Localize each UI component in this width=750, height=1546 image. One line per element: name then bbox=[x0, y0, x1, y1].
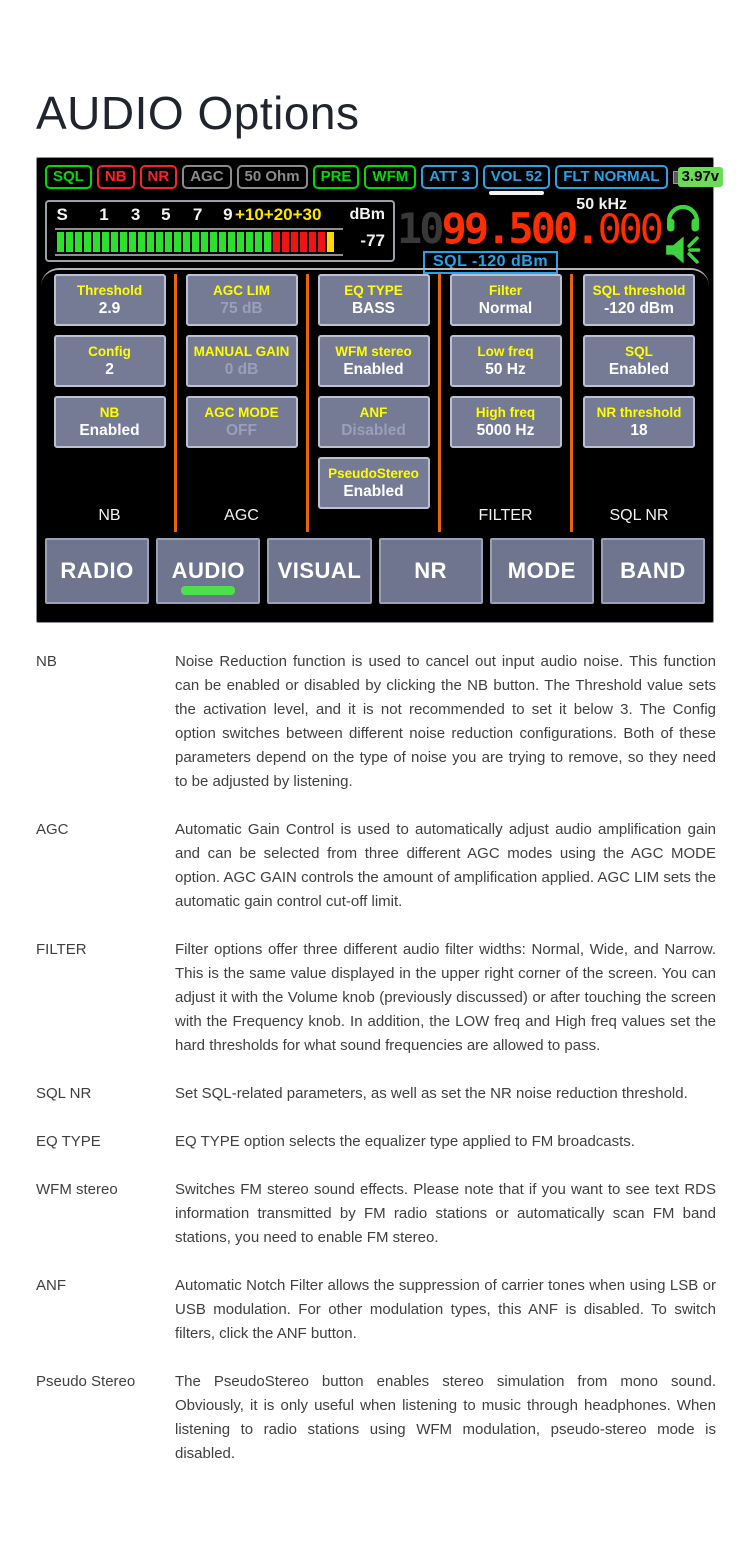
meter-segment-r bbox=[309, 232, 316, 252]
radio-screenshot bbox=[36, 157, 720, 623]
s-meter-tick-1: 1 bbox=[99, 205, 109, 224]
tab-nr[interactable]: NR bbox=[379, 538, 483, 604]
group-label-agc: AGC bbox=[224, 507, 259, 524]
tab-mode[interactable]: MODE bbox=[490, 538, 594, 604]
active-tab-indicator bbox=[181, 586, 235, 595]
option-label: PseudoStereo bbox=[328, 466, 419, 481]
option-value: -120 dBm bbox=[604, 300, 674, 317]
doc-section-text: EQ TYPE option selects the equalizer type applied to FM broadcasts. bbox=[175, 1133, 635, 1150]
option-value: 2.9 bbox=[98, 300, 121, 317]
battery-indicator bbox=[673, 167, 724, 187]
option-button-sql-threshold[interactable] bbox=[583, 274, 695, 326]
group-label-nb: NB bbox=[98, 507, 121, 524]
status-button-sql[interactable]: SQL bbox=[45, 165, 92, 189]
s-meter-tick-s: S bbox=[56, 205, 68, 224]
meter-segment-g bbox=[237, 232, 244, 252]
battery-voltage: 3.97v bbox=[678, 167, 724, 187]
page-title: AUDIO Options bbox=[36, 87, 360, 139]
options-column-3 bbox=[309, 274, 441, 532]
s-meter-tick-20: +20 bbox=[263, 205, 293, 224]
status-button-flt-normal[interactable]: FLT NORMAL bbox=[555, 165, 667, 189]
meter-segment-g bbox=[84, 232, 91, 252]
meter-segment-g bbox=[183, 232, 190, 252]
option-value: 5000 Hz bbox=[476, 422, 535, 439]
tab-audio[interactable]: AUDIO bbox=[156, 538, 260, 604]
doc-section-text: Automatic Notch Filter allows the suppression of carrier tones when using LSB or USB modulation. For other modulation types, this ANF is disabled. To switch filters, click the ANF button. bbox=[175, 1277, 716, 1342]
option-value: Normal bbox=[478, 300, 533, 317]
group-label-sql-nr: SQL NR bbox=[609, 507, 669, 524]
meter-segment-g bbox=[255, 232, 262, 252]
option-label: Threshold bbox=[76, 283, 143, 298]
status-button-50-ohm[interactable]: 50 Ohm bbox=[237, 165, 308, 189]
meter-segment-g bbox=[111, 232, 118, 252]
option-button-wfm-stereo[interactable] bbox=[318, 335, 430, 387]
doc-section-label: EQ TYPE bbox=[36, 1133, 101, 1150]
option-label: NR threshold bbox=[596, 405, 682, 420]
option-label: High freq bbox=[475, 405, 536, 420]
meter-segment-g bbox=[201, 232, 208, 252]
options-column-sql-nr bbox=[573, 274, 705, 532]
option-label: SQL bbox=[625, 344, 653, 359]
option-label: Filter bbox=[488, 283, 522, 298]
meter-segment-r bbox=[318, 232, 325, 252]
option-value: 50 Hz bbox=[485, 361, 526, 378]
s-meter-tick-3: 3 bbox=[130, 205, 141, 224]
doc-section-label: WFM stereo bbox=[36, 1181, 118, 1198]
doc-section-anf bbox=[36, 1274, 716, 1346]
headphones-icon[interactable] bbox=[663, 198, 705, 234]
meter-segment-g bbox=[165, 232, 172, 252]
s-meter-value: -77 bbox=[360, 231, 385, 250]
option-value: OFF bbox=[226, 422, 257, 439]
meter-segment-g bbox=[120, 232, 127, 252]
meter-segment-g bbox=[228, 232, 235, 252]
option-label: AGC MODE bbox=[204, 405, 279, 420]
status-button-att-3[interactable]: ATT 3 bbox=[421, 165, 478, 189]
doc-section-text: The PseudoStereo button enables stereo simulation from mono sound. Obviously, it is only useful when listening to music through headphones. When listening to radio stations using WFM modulation, pseudo-stereo mode is disabled. bbox=[175, 1373, 716, 1462]
option-value: Enabled bbox=[79, 422, 140, 439]
option-label: AGC LIM bbox=[213, 283, 270, 298]
meter-segment-g bbox=[75, 232, 82, 252]
option-button-pseudostereo[interactable] bbox=[318, 457, 430, 509]
tab-band[interactable]: BAND bbox=[601, 538, 705, 604]
option-label: MANUAL GAIN bbox=[193, 344, 290, 359]
option-value: 0 dB bbox=[224, 361, 259, 378]
doc-section-filter bbox=[36, 938, 716, 1058]
battery-terminal-icon bbox=[673, 171, 678, 184]
meter-segment-g bbox=[246, 232, 253, 252]
doc-section-text: Filter options offer three different audio filter widths: Normal, Wide, and Narrow. This is the same value displayed in the upper right corner of the screen. You can adjust it with the Volume knob (previously discussed) or after touching the screen with the Frequency knob. In addition, the LOW freq and High freq values set the hard thresholds for what sound frequencies are allowed to pass. bbox=[175, 941, 716, 1054]
documentation bbox=[36, 650, 716, 1466]
option-value: BASS bbox=[351, 300, 396, 317]
option-button-nb[interactable] bbox=[54, 396, 166, 448]
option-value: 2 bbox=[105, 361, 114, 378]
meter-segment-g bbox=[264, 232, 271, 252]
option-button-anf[interactable] bbox=[318, 396, 430, 448]
option-label: NB bbox=[99, 405, 120, 420]
doc-section-sql-nr bbox=[36, 1082, 716, 1106]
meter-segment-g bbox=[93, 232, 100, 252]
option-button-threshold[interactable] bbox=[54, 274, 166, 326]
option-label: Low freq bbox=[477, 344, 534, 359]
meter-segment-g bbox=[219, 232, 226, 252]
option-label: WFM stereo bbox=[335, 344, 412, 359]
status-button-wfm[interactable]: WFM bbox=[364, 165, 416, 189]
s-meter-tick-9: 9 bbox=[223, 205, 233, 224]
options-grid bbox=[45, 274, 705, 532]
option-label: EQ TYPE bbox=[344, 283, 403, 298]
status-button-row bbox=[45, 165, 720, 189]
meter-segment-g bbox=[147, 232, 154, 252]
doc-section-text: Switches FM stereo sound effects. Please note that if you want to see text RDS information transmitted by FM radio stations or automatically scan FM band stations, you need to enable FM stereo. bbox=[175, 1181, 716, 1246]
s-meter-tick-30: +30 bbox=[292, 205, 322, 224]
doc-section-wfm-stereo bbox=[36, 1178, 716, 1250]
s-meter-unit: dBm bbox=[349, 206, 385, 223]
option-button-nr-threshold[interactable] bbox=[583, 396, 695, 448]
s-meter bbox=[45, 200, 395, 262]
meter-segment-g bbox=[66, 232, 73, 252]
s-meter-scale-row bbox=[55, 205, 385, 226]
doc-section-eq-type bbox=[36, 1130, 716, 1154]
doc-section-nb bbox=[36, 650, 716, 794]
meter-segment-r bbox=[282, 232, 289, 252]
doc-section-agc bbox=[36, 818, 716, 914]
doc-section-text: Noise Reduction function is used to cancel out input audio noise. This function can be enabled or disabled by clicking the NB button. The Threshold value sets the activation level, and it is not recommended to set it below 3. The Config option switches between different noise reduction configurations. Both of these parameters depend on the type of noise you are trying to remove, so they need to be adjusted by listening. bbox=[175, 653, 716, 790]
doc-section-label: ANF bbox=[36, 1277, 66, 1294]
frequency-ghost-digits: 10 bbox=[397, 204, 442, 253]
option-button-high-freq[interactable] bbox=[450, 396, 562, 448]
meter-segment-g bbox=[174, 232, 181, 252]
meter-segment-g bbox=[156, 232, 163, 252]
meter-segment-g bbox=[57, 232, 64, 252]
meter-segment-g bbox=[102, 232, 109, 252]
frequency-small-digits: 000 bbox=[597, 207, 661, 253]
status-button-vol-52[interactable]: VOL 52 bbox=[483, 165, 550, 189]
option-button-config[interactable] bbox=[54, 335, 166, 387]
meter-segment-r bbox=[273, 232, 280, 252]
options-column-filter bbox=[441, 274, 573, 532]
option-value: Disabled bbox=[341, 422, 406, 439]
tuning-step: 50 kHz bbox=[576, 196, 627, 213]
meter-segment-g bbox=[138, 232, 145, 252]
options-column-nb bbox=[45, 274, 177, 532]
option-value: 75 dB bbox=[220, 300, 263, 317]
frequency-main-digits: 99.500. bbox=[441, 204, 598, 253]
meter-segment-g bbox=[210, 232, 217, 252]
s-meter-tick-7: 7 bbox=[192, 205, 203, 224]
speaker-icon[interactable] bbox=[663, 234, 705, 266]
meter-segment-r bbox=[291, 232, 298, 252]
meter-segment-g bbox=[192, 232, 199, 252]
option-button-manual-gain[interactable] bbox=[186, 335, 298, 387]
status-button-agc[interactable]: AGC bbox=[182, 165, 231, 189]
option-button-eq-type[interactable] bbox=[318, 274, 430, 326]
option-label: Config bbox=[88, 344, 131, 359]
doc-section-text: Set SQL-related parameters, as well as set the NR noise reduction threshold. bbox=[175, 1085, 688, 1102]
status-button-pre[interactable]: PRE bbox=[313, 165, 360, 189]
meter-segment-y bbox=[327, 232, 334, 252]
status-button-nr[interactable]: NR bbox=[140, 165, 178, 189]
s-meter-bar bbox=[55, 228, 343, 256]
meter-segment-r bbox=[300, 232, 307, 252]
group-label-filter: FILTER bbox=[478, 507, 533, 524]
sql-threshold-readout: SQL -120 dBm bbox=[423, 251, 558, 274]
option-button-sql[interactable] bbox=[583, 335, 695, 387]
option-value: Enabled bbox=[343, 483, 404, 500]
option-button-filter[interactable] bbox=[450, 274, 562, 326]
doc-section-label: SQL NR bbox=[36, 1085, 92, 1102]
bottom-tab-bar bbox=[45, 538, 705, 604]
meter-segment-g bbox=[129, 232, 136, 252]
doc-section-label: FILTER bbox=[36, 941, 87, 958]
s-meter-scale bbox=[55, 205, 343, 226]
doc-section-text: Automatic Gain Control is used to automatically adjust audio amplification gain and can be selected from three different AGC modes using the AGC MODE option. AGC GAIN controls the amount of amplification applied. AGC LIM sets the automatic gain control cut-off limit. bbox=[175, 821, 716, 910]
status-button-nb[interactable]: NB bbox=[97, 165, 135, 189]
option-button-agc-mode[interactable] bbox=[186, 396, 298, 448]
option-value: Enabled bbox=[608, 361, 670, 378]
doc-section-label: AGC bbox=[36, 821, 69, 838]
tab-radio[interactable]: RADIO bbox=[45, 538, 149, 604]
option-value: 18 bbox=[630, 422, 648, 439]
option-button-agc-lim[interactable] bbox=[186, 274, 298, 326]
option-button-low-freq[interactable] bbox=[450, 335, 562, 387]
doc-section-label: Pseudo Stereo bbox=[36, 1373, 136, 1390]
s-meter-bar-row bbox=[55, 228, 385, 256]
s-meter-tick-5: 5 bbox=[161, 205, 171, 224]
s-meter-tick-10: +10 bbox=[234, 205, 264, 224]
audio-output-icons bbox=[663, 198, 705, 266]
options-column-agc bbox=[177, 274, 309, 532]
option-value: Enabled bbox=[343, 361, 404, 378]
option-label: ANF bbox=[359, 405, 388, 420]
doc-section-label: NB bbox=[36, 653, 57, 670]
tab-visual[interactable]: VISUAL bbox=[267, 538, 371, 604]
option-label: SQL threshold bbox=[592, 283, 686, 298]
doc-section-pseudo-stereo bbox=[36, 1370, 716, 1466]
